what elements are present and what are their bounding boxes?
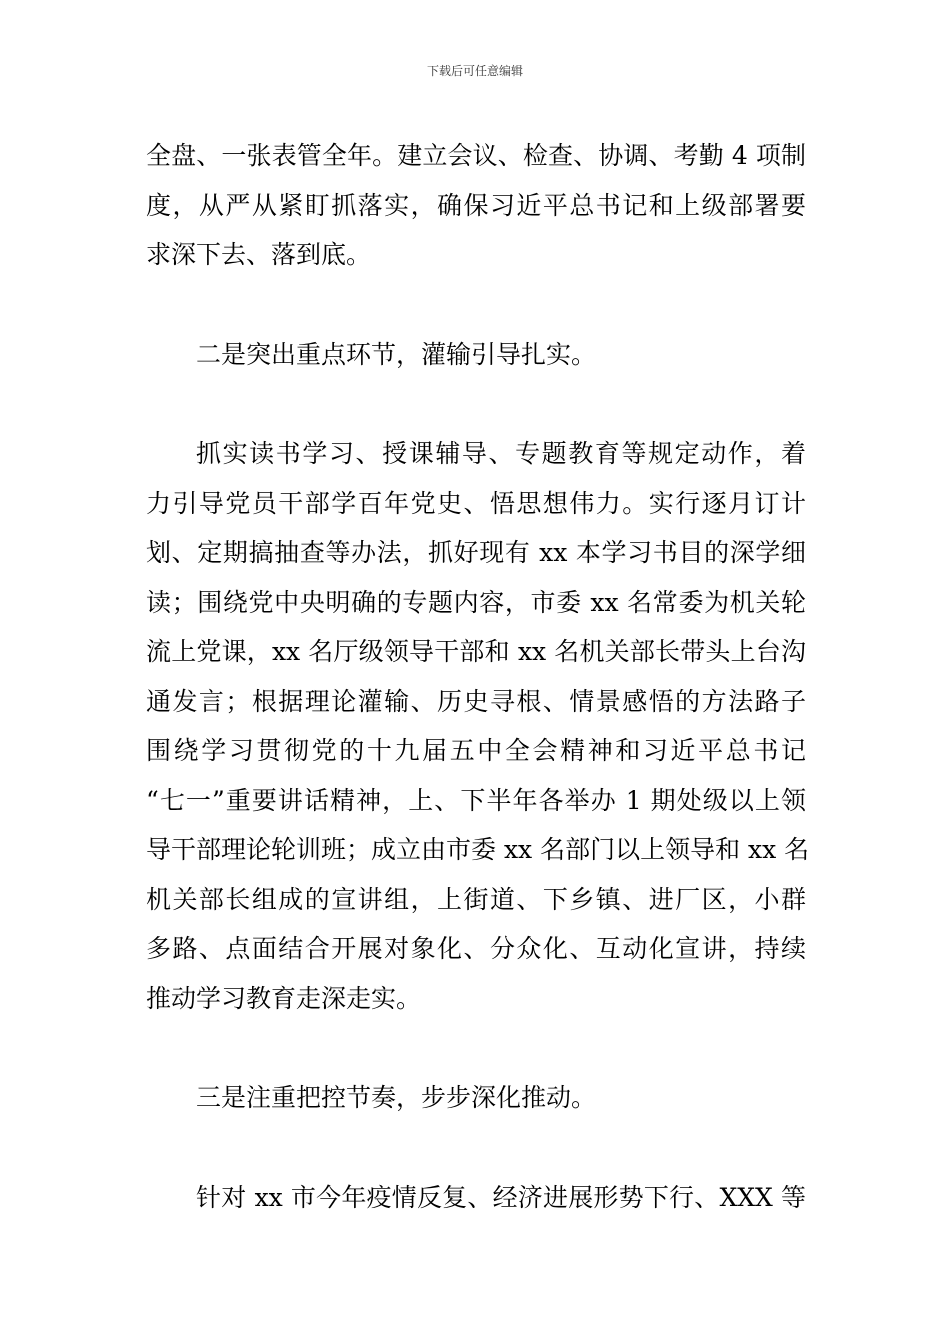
heading-text: 三是注重把控节奏，步步深化推动。 bbox=[196, 1083, 597, 1112]
text-line: 机关部长组成的宣讲组，上街道、下乡镇、进厂区，小群 bbox=[146, 884, 806, 914]
heading-text: 二是突出重点环节，灌输引导扎实。 bbox=[196, 339, 597, 369]
page-header: 下载后可任意编辑 bbox=[426, 64, 523, 78]
paragraph bbox=[146, 429, 810, 1023]
text-line: 抓实读书学习、授课辅导、专题教育等规定动作，着 bbox=[196, 439, 806, 468]
text-line: 流上党课，xx 名厅级领导干部和 xx 名机关部长带头上台沟 bbox=[146, 637, 806, 666]
paragraph bbox=[146, 131, 806, 280]
section-heading bbox=[146, 330, 806, 380]
text-line: 导干部理论轮训班；成立由市委 xx 名部门以上领导和 xx 名 bbox=[146, 835, 810, 864]
text-line: 针对 xx 市今年疫情反复、经济进展形势下行、XXX 等 bbox=[196, 1182, 806, 1212]
document-body bbox=[146, 131, 810, 1222]
text-line: 度，从严从紧盯抓落实，确保习近平总书记和上级部署要 bbox=[146, 190, 806, 220]
text-line: 划、定期搞抽查等办法，抓好现有 xx 本学习书目的深学细 bbox=[146, 538, 806, 567]
text-line: 多路、点面结合开展对象化、分众化、互动化宣讲，持续 bbox=[146, 934, 806, 963]
text-line: “七一”重要讲话精神，上、下半年各举办 1 期处级以上领 bbox=[146, 785, 806, 815]
text-line: 求深下去、落到底。 bbox=[146, 240, 372, 269]
paragraph bbox=[146, 1173, 806, 1223]
text-line: 围绕学习贯彻党的十九届五中全会精神和习近平总书记 bbox=[146, 736, 806, 765]
text-line: 全盘、一张表管全年。建立会议、检查、协调、考勤 4 项制 bbox=[146, 141, 806, 170]
text-line: 推动学习教育走深走实。 bbox=[146, 983, 422, 1013]
text-line: 读；围绕党中央明确的专题内容，市委 xx 名常委为机关轮 bbox=[146, 587, 806, 617]
section-heading bbox=[146, 1073, 806, 1123]
text-line: 通发言；根据理论灌输、历史寻根、情景感悟的方法路子 bbox=[146, 686, 806, 716]
text-line: 力引导党员干部学百年党史、悟思想伟力。实行逐月订计 bbox=[146, 488, 806, 518]
